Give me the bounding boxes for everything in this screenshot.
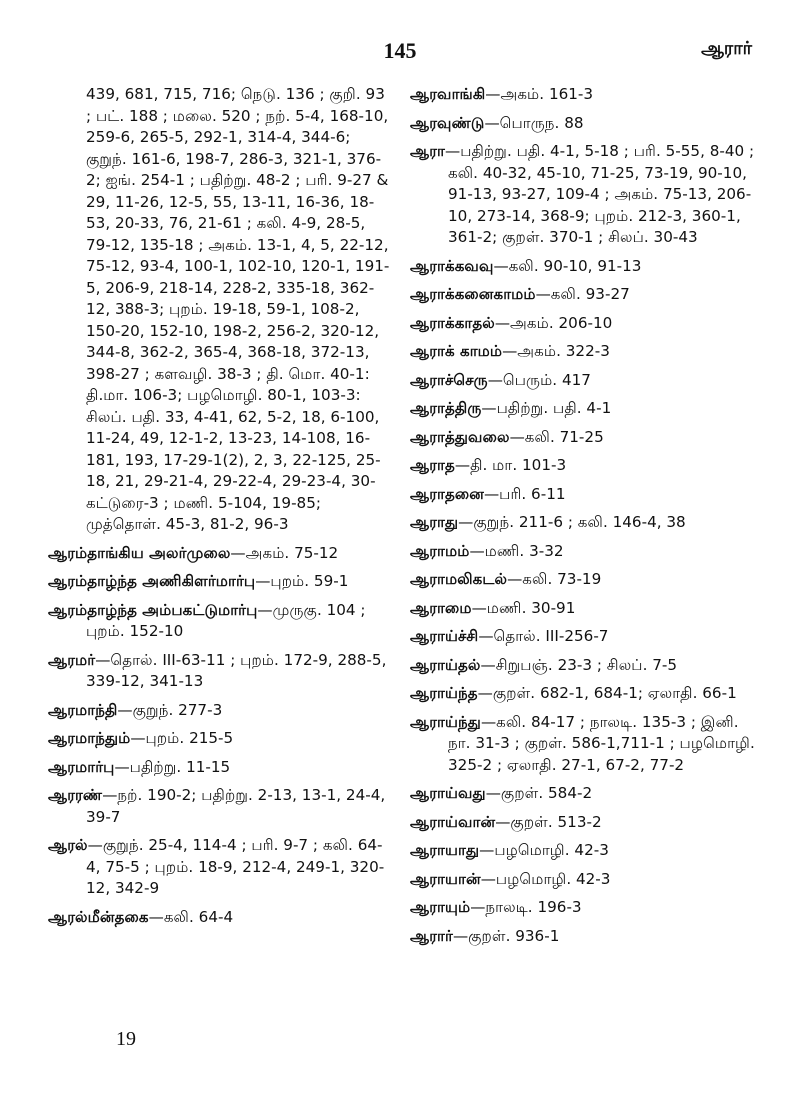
- entry-references: புறம். 59-1: [270, 572, 349, 590]
- entry-references: குறுந். 211-6 ; கலி. 146-4, 38: [473, 513, 686, 531]
- index-entry: [410, 284, 760, 306]
- entry-headword: ஆரம்தாங்கிய அலர்முலை: [48, 543, 231, 562]
- index-entry: [410, 427, 760, 449]
- entry-separator: —: [481, 399, 497, 417]
- entry-separator: —: [477, 684, 493, 702]
- entry-references: கலி. 71-25: [524, 427, 604, 446]
- entry-separator: —: [485, 85, 501, 103]
- entry-references: அகம். 161-3: [500, 85, 594, 103]
- entry-separator: —: [454, 456, 471, 474]
- index-entry: [410, 484, 760, 506]
- entry-references: பழமொழி. 42-3: [494, 841, 609, 859]
- running-head: ஆரார்: [701, 38, 752, 59]
- entry-separator: —: [117, 700, 133, 719]
- entry-separator: —: [484, 113, 500, 132]
- index-entry: [410, 926, 760, 948]
- entry-references: கலி. 64-4: [163, 907, 234, 926]
- entry-references: புறம். 215-5: [145, 729, 234, 747]
- entry-references: பதிற்று. பதி. 4-1, 5-18 ; பரி. 5-55, 8-40 ; கலி. 40-32, 45-10, 71-25, 73-19, 90-10, 91-13, 93-27, 109-4 ; அகம். 75-13, 206-10, 273-14, 368-9; புறம். 212-3, 360-1, 361-2; குறள். 370-1 ; சிலப். 30-43: [448, 142, 755, 246]
- entry-references: குறுந். 277-3: [132, 700, 223, 719]
- index-entry: [410, 341, 760, 363]
- entry-headword: ஆரமார்பு: [48, 757, 115, 776]
- entry-separator: —: [445, 142, 461, 160]
- entry-references: குறள். 936-1: [468, 926, 560, 945]
- entry-references: குறுந். 25-4, 114-4 ; பரி. 9-7 ; கலி. 64-4, 75-5 ; புறம். 18-9, 212-4, 249-1, 320-12, 342-9: [86, 836, 385, 897]
- entry-separator: —: [102, 786, 118, 804]
- entry-separator: —: [509, 427, 525, 446]
- index-entry: [410, 626, 760, 648]
- entry-separator: —: [452, 926, 469, 945]
- entry-headword: ஆரரண்: [48, 786, 103, 804]
- entry-headword: ஆராத்திரு: [410, 399, 482, 417]
- entry-headword: ஆராய்ச்சி: [410, 627, 479, 645]
- entry-headword: ஆரார்: [410, 926, 453, 945]
- entry-separator: —: [479, 841, 495, 859]
- entry-separator: —: [257, 600, 273, 619]
- entry-references: அகம். 206-10: [510, 313, 613, 332]
- entry-references: நாலடி. 196-3: [485, 898, 582, 916]
- index-entry: [410, 869, 760, 891]
- entry-separator: —: [478, 627, 494, 645]
- entry-headword: ஆரமர்: [48, 650, 96, 669]
- entry-separator: —: [483, 484, 500, 503]
- entry-headword: ஆராய்ந்த: [410, 684, 478, 702]
- index-entry: [410, 370, 760, 392]
- entry-references: மணி. 3-32: [484, 541, 564, 560]
- entry-separator: —: [487, 370, 503, 389]
- index-entry: [410, 655, 760, 677]
- index-entry: [410, 569, 760, 591]
- entry-references: மணி. 30-91: [486, 598, 576, 617]
- entry-separator: —: [87, 836, 103, 854]
- entry-headword: ஆராத: [410, 456, 455, 474]
- index-entry: [410, 541, 760, 563]
- entry-headword: ஆராய்தல்: [410, 655, 481, 674]
- entry-references: சிறுபஞ். 23-3 ; சிலப். 7-5: [495, 655, 678, 674]
- entry-headword: ஆரல்மீன்தகை: [48, 907, 149, 926]
- index-entry: [48, 835, 393, 900]
- entry-separator: —: [495, 812, 511, 831]
- entry-headword: ஆராய்வான்: [410, 812, 496, 831]
- index-entry: [410, 398, 760, 420]
- index-entry: [410, 783, 760, 805]
- entry-references: பழமொழி. 42-3: [495, 869, 611, 888]
- index-entry: [410, 313, 760, 335]
- entry-headword: ஆராயான்: [410, 869, 481, 888]
- entry-separator: —: [485, 784, 501, 802]
- entry-separator: —: [470, 898, 486, 916]
- index-entry: [410, 812, 760, 834]
- entry-headword: ஆரா: [410, 142, 445, 160]
- entry-separator: —: [480, 655, 496, 674]
- entry-references: பெரும். 417: [502, 370, 591, 389]
- index-entry: [48, 785, 393, 828]
- signature-mark: 19: [116, 1028, 136, 1050]
- entry-references: தொல். III-256-7: [493, 627, 609, 645]
- entry-separator: —: [148, 907, 164, 926]
- entry-headword: ஆராக்காதல்: [410, 313, 495, 332]
- entry-separator: —: [493, 256, 509, 275]
- index-entry: [48, 907, 393, 929]
- index-entry: [410, 84, 760, 106]
- entry-separator: —: [95, 650, 111, 669]
- entry-separator: —: [458, 513, 474, 531]
- entry-headword: ஆராய்வது: [410, 784, 486, 802]
- entry-headword: ஆரம்தாழ்ந்த அம்பகட்டுமார்பு: [48, 600, 258, 619]
- entry-separator: —: [480, 869, 496, 888]
- entry-headword: ஆரமாந்தும்: [48, 729, 131, 747]
- index-entry: [410, 598, 760, 620]
- entry-separator: —: [494, 313, 511, 332]
- index-entry: [410, 840, 760, 862]
- entry-references: குறள். 584-2: [500, 784, 593, 802]
- entry-references: தி. மா. 101-3: [470, 456, 567, 474]
- entry-separator: —: [255, 572, 271, 590]
- entry-separator: —: [507, 570, 523, 588]
- index-entry: [410, 897, 760, 919]
- entry-headword: ஆராயாது: [410, 841, 480, 859]
- entry-headword: ஆராயும்: [410, 898, 471, 916]
- index-entry: [48, 84, 393, 536]
- index-entry: [48, 757, 393, 779]
- entry-headword: ஆராது: [410, 513, 459, 531]
- entry-separator: —: [114, 757, 130, 776]
- entry-separator: —: [471, 598, 487, 617]
- entry-references: கலி. 73-19: [522, 570, 602, 588]
- entry-headword: ஆராக்கனைகாமம்: [410, 285, 536, 303]
- index-entry: [48, 650, 393, 693]
- entry-headword: ஆராய்ந்து: [410, 712, 481, 731]
- entry-separator: —: [130, 729, 146, 747]
- entry-headword: ஆராமம்: [410, 541, 470, 560]
- entry-references: தொல். III-63-11 ; புறம். 172-9, 288-5, 339-12, 341-13: [86, 650, 387, 690]
- entry-references: குறள். 682-1, 684-1; ஏலாதி. 66-1: [492, 684, 737, 702]
- entry-headword: ஆரமாந்தி: [48, 700, 118, 719]
- entry-references: அகம். 75-12: [245, 543, 339, 562]
- entry-references: குறள். 513-2: [510, 812, 602, 831]
- index-entry: [48, 700, 393, 722]
- index-entry: [48, 728, 393, 750]
- entry-headword: ஆராத்துவலை: [410, 427, 510, 446]
- entry-separator: —: [230, 543, 246, 562]
- entry-references: பொருந. 88: [499, 113, 584, 132]
- entry-references: கலி. 90-10, 91-13: [508, 256, 642, 275]
- entry-headword: ஆரம்தாழ்ந்த அணிகிளர்மார்பு: [48, 572, 256, 590]
- right-column: [410, 84, 760, 954]
- entry-headword: ஆராமை: [410, 598, 472, 617]
- entry-references: அகம். 322-3: [517, 342, 610, 360]
- entry-separator: —: [469, 541, 485, 560]
- entry-headword: ஆராமலிகடல்: [410, 570, 508, 588]
- entry-references: பதிற்று. 11-15: [129, 757, 231, 776]
- index-entry: [410, 256, 760, 278]
- entry-references: முருகு. 104 ; புறம். 152-10: [86, 600, 366, 640]
- entry-references: பதிற்று. பதி. 4-1: [496, 399, 612, 417]
- entry-separator: —: [502, 342, 518, 360]
- entry-headword: ஆராச்செரு: [410, 370, 488, 389]
- index-entry: [48, 571, 393, 593]
- entry-references: 439, 681, 715, 716; நெடு. 136 ; குறி. 93 ; பட். 188 ; மலை. 520 ; நற். 5-4, 168-10, 259-6, 265-5, 292-1, 314-4, 344-6; குறுந். 161-6, 198-7, 286-3, 321-1, 376-2; ஐங். 254-1 ; பதிற்று. 48-2 ; பரி. 9-27 & 29, 11-26, 12-5, 55, 13-11, 16-36, 18-53, 20-33, 76, 21-61 ; கலி. 4-9, 28-5, 79-12, 135-18 ; அகம். 13-1, 4, 5, 22-12, 75-12, 93-4, 100-1, 102-10, 120-1, 191-5, 206-9, 218-14, 228-2, 335-18, 362-12, 388-3; புறம். 19-18, 59-1, 108-2, 150-20, 152-10, 198-2, 256-2, 320-12, 344-8, 362-2, 365-4, 368-18, 372-13, 398-27 ; களவழி. 38-3 ; தி. மொ. 40-1: தி.மா. 106-3; பழமொழி. 80-1, 103-3: சிலப். பதி. 33, 4-41, 62, 5-2, 18, 6-100, 11-24, 49, 12-1-2, 13-23, 14-108, 16-181, 193, 17-29-1(2), 2, 3, 22-125, 25-18, 21, 29-21-4, 29-22-4, 29-23-4, 30-கட்டுரை-3 ; மணி. 5-104, 19-85; முத்தொள். 45-3, 81-2, 96-3: [86, 85, 390, 533]
- index-entry: [410, 141, 760, 249]
- index-entry: [410, 712, 760, 777]
- entry-headword: ஆராக்கவவு: [410, 256, 494, 275]
- index-entry: [48, 543, 393, 565]
- entry-references: கலி. 93-27: [550, 285, 630, 303]
- index-entry: [410, 512, 760, 534]
- entry-separator: —: [535, 285, 551, 303]
- entry-separator: —: [480, 712, 497, 731]
- page-number: 145: [383, 38, 417, 63]
- entry-headword: ஆராக் காமம்: [410, 342, 503, 360]
- entry-references: நற். 190-2; பதிற்று. 2-13, 13-1, 24-4, 39-7: [86, 786, 386, 826]
- entry-headword: ஆரவாங்கி: [410, 85, 486, 103]
- index-entry: [48, 600, 393, 643]
- entry-headword: ஆரல்: [48, 836, 88, 854]
- entry-references: கலி. 84-17 ; நாலடி. 135-3 ; இனி. நா. 31-3 ; குறள். 586-1,711-1 ; பழமொழி. 325-2 ; ஏலாதி. 27-1, 67-2, 77-2: [448, 712, 755, 774]
- entry-references: பரி. 6-11: [499, 484, 566, 503]
- entry-headword: ஆரவுண்டு: [410, 113, 485, 132]
- index-entry: [410, 113, 760, 135]
- index-entry: [410, 455, 760, 477]
- index-entry: [410, 683, 760, 705]
- entry-headword: ஆராதனை: [410, 484, 484, 503]
- left-column: [48, 84, 393, 935]
